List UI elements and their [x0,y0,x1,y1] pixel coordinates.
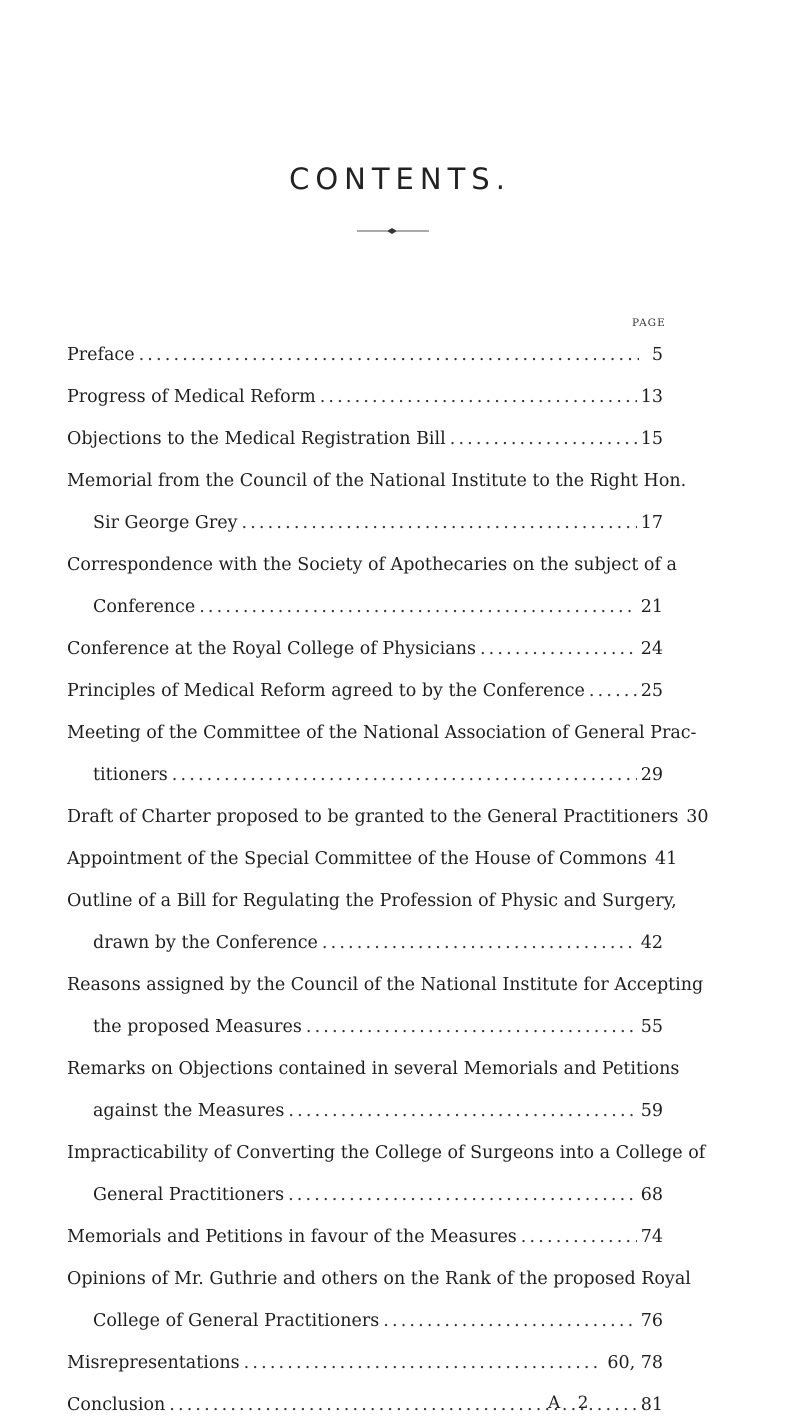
toc-page-number: 24 [640,639,663,659]
toc-page-number: 5 [651,345,663,365]
toc-entry-title: Outline of a Bill for Regulating the Profession of Physic and Surgery, [67,891,677,911]
toc-entry-line [67,964,704,1006]
toc-entry [67,1342,663,1384]
toc-entry-line [67,334,663,376]
toc-entry [67,964,704,1048]
toc-page-number: 30 [686,807,709,827]
toc-entry-line [67,1300,663,1342]
toc-entry-title: Appointment of the Special Committee of the House of Commons [67,849,647,869]
toc-entry [67,628,663,670]
dot-leader [288,1090,636,1132]
signature-mark: A 2 [548,1393,595,1413]
toc-entry-title: titioners [93,765,168,785]
toc-page-number: 13 [640,387,663,407]
toc-entry-title: Remarks on Objections contained in several Memorials and Petitions [67,1059,680,1079]
toc-entry-title: Principles of Medical Reform agreed to by the Conference [67,681,585,701]
dot-leader [383,1300,636,1342]
toc-entry-line [67,628,663,670]
dot-leader [139,334,639,376]
toc-entry-title: Correspondence with the Society of Apothecaries on the subject of a [67,555,677,575]
toc-page-number: 15 [640,429,663,449]
dot-leader [199,586,637,628]
toc-entry-title: Reasons assigned by the Council of the National Institute for Accepting [67,975,704,995]
toc-page-number: 29 [640,765,663,785]
toc-entry [67,1048,680,1132]
toc-entry-line [67,754,663,796]
toc-page-number: 68 [640,1185,663,1205]
toc-entry-line [67,418,663,460]
toc-entry-title: Preface [67,345,135,365]
toc-entry [67,460,687,544]
toc-entry-title: Memorial from the Council of the National Institute to the Right Hon. [67,471,687,491]
toc-entry-line [67,460,687,502]
toc-entry-line [67,838,678,880]
toc-entry-line [67,1258,691,1300]
toc-entry-line [67,1048,680,1090]
toc-entry-line [67,502,663,544]
toc-page-number: 17 [640,513,663,533]
toc-page-number: 81 [640,1395,663,1415]
dot-leader [322,922,637,964]
dot-leader [306,1006,637,1048]
toc-entry-title: Meeting of the Committee of the National Association of General Prac- [67,723,697,743]
toc-entry-line [67,544,677,586]
dot-leader [241,502,636,544]
toc-entry-title: Draft of Charter proposed to be granted to the General Practitioners [67,807,679,827]
table-of-contents [67,334,709,1426]
toc-entry-title: drawn by the Conference [93,933,318,953]
toc-entry [67,796,709,838]
toc-entry [67,544,677,628]
toc-entry-title: the proposed Measures [93,1017,302,1037]
toc-page-number: 76 [640,1311,663,1331]
toc-entry-line [67,1006,663,1048]
dot-leader [288,1174,637,1216]
toc-entry [67,880,677,964]
toc-entry-title: against the Measures [93,1101,285,1121]
toc-page-number: 59 [640,1101,663,1121]
toc-entry [67,838,678,880]
dot-leader [589,670,637,712]
toc-entry [67,1216,663,1258]
toc-entry-line [67,670,663,712]
toc-entry [67,1132,706,1216]
toc-entry-line [67,796,709,838]
toc-entry [67,376,663,418]
toc-entry [67,418,663,460]
toc-page-number: 21 [640,597,663,617]
page-title: CONTENTS. [289,162,511,196]
toc-entry-line [67,1090,663,1132]
toc-entry-title: Objections to the Medical Registration Bill [67,429,446,449]
toc-entry-title: Conference at the Royal College of Physicians [67,639,476,659]
toc-page-number: 55 [640,1017,663,1037]
toc-page-number: 74 [640,1227,663,1247]
toc-entry-title: Opinions of Mr. Guthrie and others on the Rank of the proposed Royal [67,1269,691,1289]
toc-entry-title: General Practitioners [93,1185,285,1205]
toc-entry-title: Progress of Medical Reform [67,387,316,407]
dot-leader [480,628,637,670]
toc-entry [67,670,663,712]
dot-leader [320,376,637,418]
toc-entry-title: Conclusion [67,1395,166,1415]
toc-entry [67,1258,691,1342]
dot-leader [450,418,637,460]
page-column-label: PAGE [632,317,666,329]
toc-entry-line [67,376,663,418]
toc-entry-title: Sir George Grey [93,513,238,533]
toc-entry-line [67,922,663,964]
toc-page-number: 25 [640,681,663,701]
toc-entry [67,712,697,796]
toc-entry-line [67,880,677,922]
toc-entry-line [67,712,697,754]
toc-page-number: 42 [640,933,663,953]
toc-entry [67,334,663,376]
toc-entry-title: Impracticability of Converting the College of Surgeons into a College of [67,1143,706,1163]
toc-entry-line [67,1216,663,1258]
dot-leader [521,1216,637,1258]
dot-leader [172,754,637,796]
toc-entry-line [67,1132,706,1174]
title-rule-ornament [357,226,429,236]
toc-entry-title: Memorials and Petitions in favour of the Measures [67,1227,517,1247]
toc-entry-line [67,1342,663,1384]
dot-leader [244,1342,604,1384]
toc-entry-line [67,586,663,628]
toc-page-number: 60, 78 [607,1353,663,1373]
toc-entry-title: Conference [93,597,196,617]
toc-entry-line [67,1174,663,1216]
toc-entry-title: College of General Practitioners [93,1311,380,1331]
toc-page-number: 41 [654,849,678,869]
toc-entry-title: Misrepresentations [67,1353,240,1373]
